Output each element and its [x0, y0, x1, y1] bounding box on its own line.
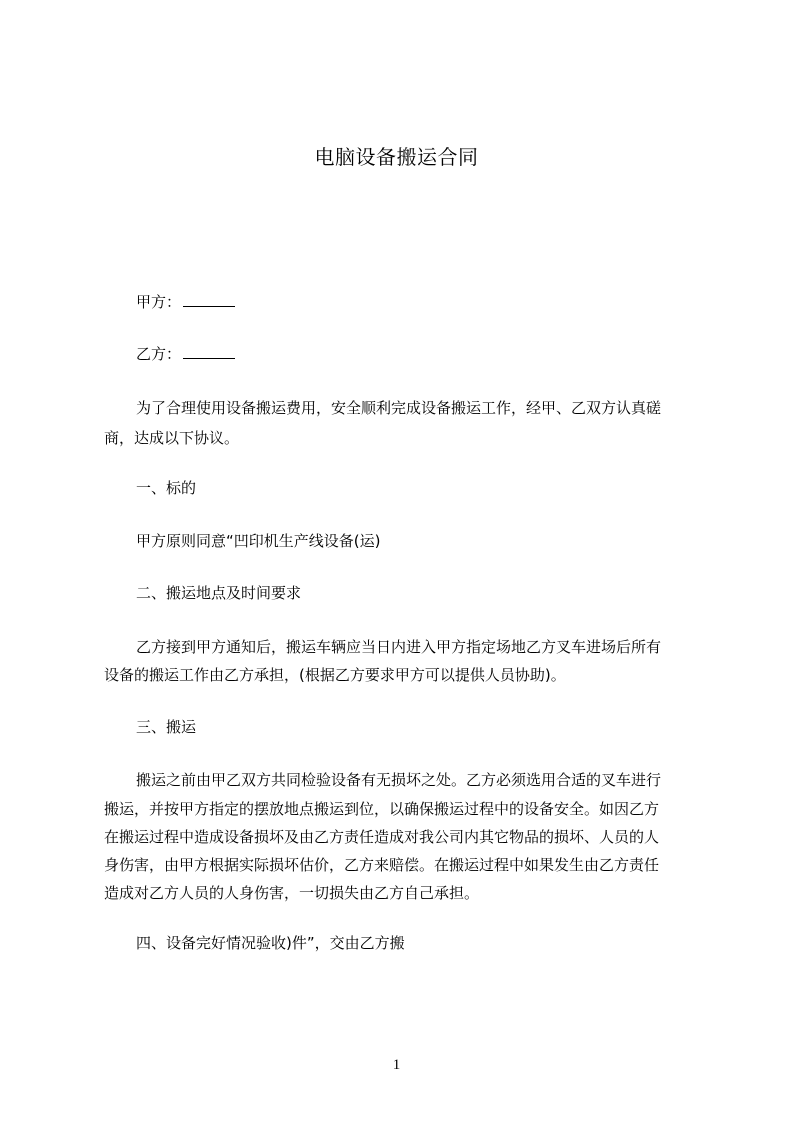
section3-line-3: 在搬运过程中造成设备损坏及由乙方责任造成对我公司内其它物品的损坏、人员的人: [104, 828, 660, 846]
section3-line-1: 搬运之前由甲乙双方共同检验设备有无损坏之处。乙方必须选用合适的叉车进行: [136, 771, 662, 789]
section3-line-2: 搬运，并按甲方指定的摆放地点搬运到位，以确保搬运过程中的设备安全。如因乙方: [104, 800, 660, 818]
section2-line-1: 乙方接到甲方通知后，搬运车辆应当日内进入甲方指定场地乙方叉车进场后所有: [136, 638, 662, 656]
intro-line-2: 商，达成以下协议。: [104, 429, 240, 447]
section4-text: 四、设备完好情况验收)件”，交由乙方搬: [136, 934, 405, 952]
section3-heading: 三、搬运: [136, 718, 197, 736]
section3-line-4: 身伤害，由甲方根据实际损坏估价，乙方来赔偿。在搬运过程中如果发生由乙方责任: [104, 856, 660, 874]
intro-line-1: 为了合理使用设备搬运费用，安全顺利完成设备搬运工作，经甲、乙双方认真磋: [136, 399, 662, 417]
party-b-line: [136, 341, 736, 367]
party-a-blank: [183, 292, 235, 307]
party-a-label: 甲方：: [136, 293, 182, 311]
party-a-line: [136, 289, 736, 315]
section1-text: 甲方原则同意“凹印机生产线设备(运): [136, 532, 381, 550]
party-b-label: 乙方：: [136, 345, 182, 363]
section2-heading: 二、搬运地点及时间要求: [136, 584, 302, 602]
section3-line-5: 造成对乙方人员的人身伤害，一切损失由乙方自己承担。: [104, 884, 480, 902]
document-title: 电脑设备搬运合同: [314, 145, 479, 169]
section2-line-2: 设备的搬运工作由乙方承担，(根据乙方要求甲方可以提供人员协助)。: [104, 666, 566, 684]
section1-heading: 一、标的: [136, 479, 197, 497]
party-b-blank: [183, 344, 235, 359]
page-number: 1: [392, 1057, 401, 1073]
